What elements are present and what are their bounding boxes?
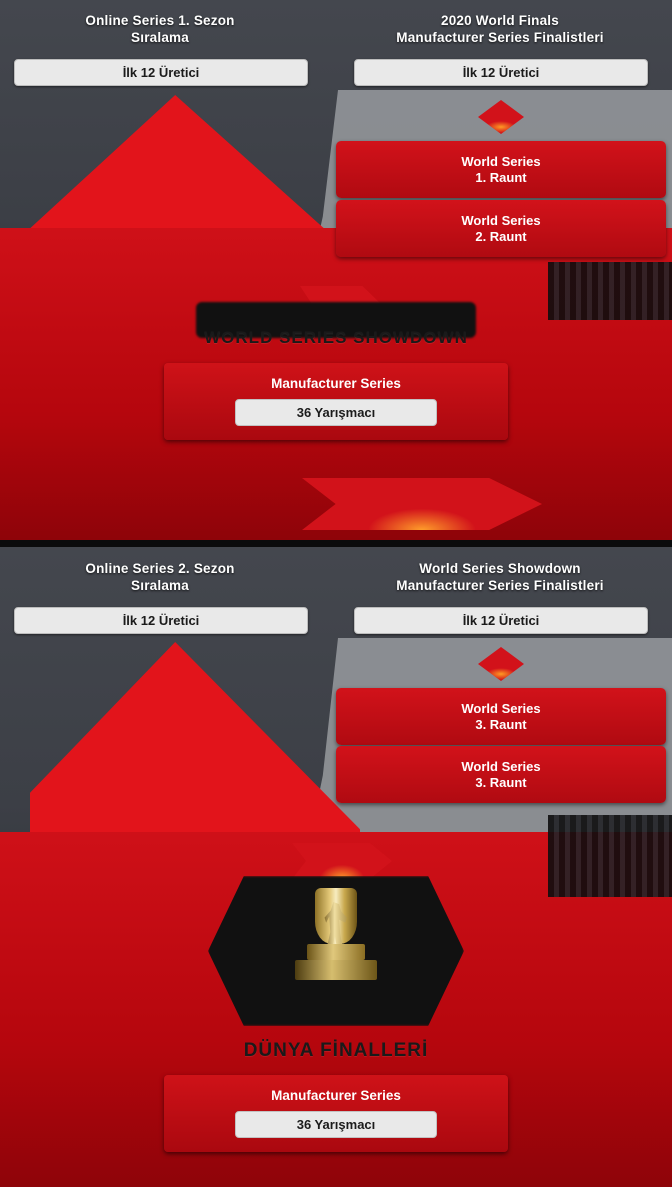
round-card-subtitle: 2. Raunt (475, 228, 527, 244)
section-online-series-season-1 (0, 0, 672, 540)
left-column-header (14, 560, 306, 594)
round-card-world-series-3a[interactable] (336, 688, 666, 745)
left-column-header-line2: Sıralama (131, 578, 189, 593)
right-column-header-line2: Manufacturer Series Finalistleri (396, 578, 604, 593)
world-series-showdown-logo-text: WORLD SERIES SHOWDOWN (204, 328, 468, 347)
round-card-subtitle: 3. Raunt (475, 774, 527, 790)
right-column-header-line1: World Series Showdown (419, 561, 581, 576)
right-top-manufacturers-pill[interactable]: İlk 12 Üretici (354, 59, 648, 86)
stripe-block (548, 262, 672, 320)
trophy-icon (293, 880, 379, 1015)
manufacturer-series-card-bottom[interactable] (164, 1075, 508, 1152)
right-column-header (354, 560, 646, 594)
left-top-manufacturers-pill[interactable]: İlk 12 Üretici (14, 59, 308, 86)
round-card-title: World Series (461, 212, 541, 228)
round-card-world-series-2[interactable] (336, 200, 666, 257)
round-card-world-series-3b[interactable] (336, 746, 666, 803)
right-column-header-line1: 2020 World Finals (441, 13, 559, 28)
left-column-header (14, 12, 306, 46)
manufacturer-series-title: Manufacturer Series (271, 1088, 401, 1103)
right-column-header (354, 12, 646, 46)
world-series-showdown-logo (176, 300, 496, 360)
right-bottom-manufacturers-pill[interactable]: İlk 12 Üretici (354, 607, 648, 634)
manufacturer-series-title: Manufacturer Series (271, 376, 401, 391)
round-card-title: World Series (461, 758, 541, 774)
manufacturer-series-count: 36 Yarışmacı (235, 399, 437, 426)
right-column-header-line2: Manufacturer Series Finalistleri (396, 30, 604, 45)
left-bottom-manufacturers-pill[interactable]: İlk 12 Üretici (14, 607, 308, 634)
round-card-world-series-1[interactable] (336, 141, 666, 198)
manufacturer-series-count: 36 Yarışmacı (235, 1111, 437, 1138)
round-card-title: World Series (461, 153, 541, 169)
left-column-header-line2: Sıralama (131, 30, 189, 45)
world-finals-logo-text: DÜNYA FİNALLERİ (243, 1040, 429, 1061)
round-card-subtitle: 3. Raunt (475, 716, 527, 732)
left-column-header-line1: Online Series 2. Sezon (85, 561, 235, 576)
round-card-title: World Series (461, 700, 541, 716)
manufacturer-series-card[interactable] (164, 363, 508, 440)
left-column-header-line1: Online Series 1. Sezon (85, 13, 235, 28)
stripe-block (548, 815, 672, 897)
round-card-subtitle: 1. Raunt (475, 169, 527, 185)
